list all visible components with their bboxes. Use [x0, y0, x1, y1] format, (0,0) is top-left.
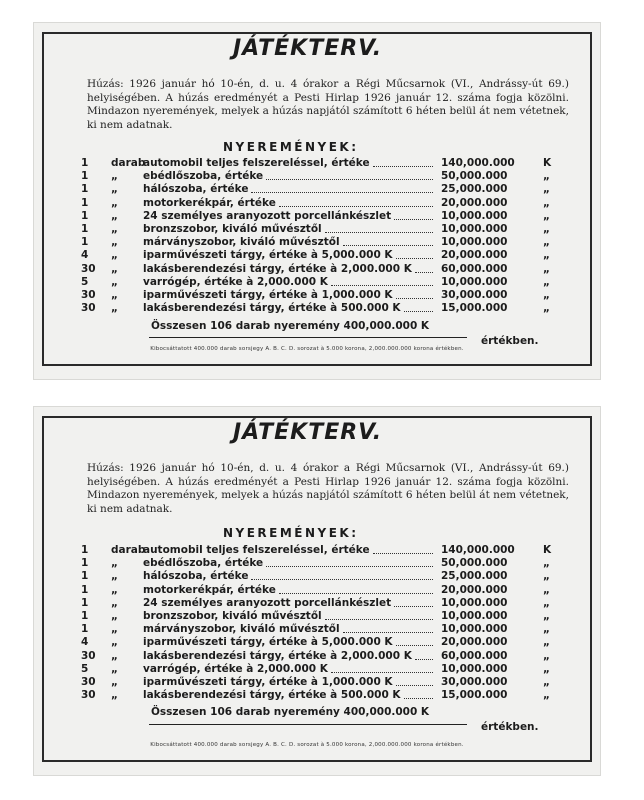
prize-item: hálószoba, értéke	[143, 183, 249, 196]
dotted-leader	[394, 210, 433, 220]
dotted-leader	[266, 170, 433, 180]
intro-text: Húzás: 1926 január hó 10-én, d. u. 4 órakor a Régi Műcsarnok (VI., Andrássy-út 69.) helyiségében. A húzás eredményét a Pesti Hirlap 1926 január 12. száma fogja közölni. Mindazon nyeremények, melyek a húzás napjától számított 6 héten belül át nem vétetnek, ki nem adatnak.	[87, 462, 569, 515]
prize-mark: „	[543, 623, 550, 636]
prize-row	[81, 584, 581, 597]
prize-row	[81, 650, 581, 663]
prize-row	[81, 544, 581, 557]
prize-mark: „	[543, 636, 550, 649]
prize-item: automobil teljes felszereléssel, értéke	[143, 544, 370, 556]
ticket-bottom	[33, 406, 601, 776]
prize-row	[81, 157, 581, 170]
prize-item: lakásberendezési tárgy, értéke à 2,000.000 K	[143, 262, 412, 275]
prize-mark: „	[543, 583, 550, 596]
prize-item: márványszobor, kiváló művésztől	[143, 623, 340, 636]
prize-mark: „	[543, 609, 550, 622]
prize-qty: 30	[81, 689, 96, 702]
prize-row	[81, 276, 581, 289]
prize-value: 60,000.000	[441, 649, 508, 662]
prize-qty: 1	[81, 583, 89, 596]
prize-value: 10,000.000	[441, 596, 508, 609]
prize-item: lakásberendezési tárgy, értéke à 2,000.000 K	[143, 649, 412, 662]
prize-mark: „	[543, 302, 550, 315]
prize-mark: „	[543, 222, 550, 235]
prize-qty: 5	[81, 662, 89, 675]
prize-value: 50,000.000	[441, 170, 508, 183]
dotted-leader	[325, 610, 433, 620]
prize-mark: „	[543, 196, 550, 209]
total-line: Összesen 106 darab nyeremény 400,000.000 K	[151, 320, 430, 332]
prize-value: 10,000.000	[441, 609, 508, 622]
prize-mark: „	[543, 275, 550, 288]
prize-unit: „	[111, 662, 118, 675]
prize-mark: „	[543, 675, 550, 688]
dotted-leader	[415, 263, 433, 273]
prize-unit: „	[111, 302, 118, 315]
prize-unit: „	[111, 209, 118, 222]
prize-qty: 1	[81, 196, 89, 209]
prize-value: 25,000.000	[441, 570, 508, 583]
page-title: JÁTÉKTERV.	[233, 36, 383, 61]
prize-unit: „	[111, 222, 118, 235]
prize-qty: 4	[81, 636, 89, 649]
prize-item: lakásberendezési tárgy, értéke à 500.000 K	[143, 689, 401, 702]
prize-item: iparművészeti tárgy, értéke à 1,000.000 K	[143, 288, 393, 301]
total-line: Összesen 106 darab nyeremény 400,000.000 K	[151, 706, 430, 718]
dotted-leader	[343, 623, 433, 633]
dotted-leader	[394, 597, 433, 607]
prize-unit: „	[111, 636, 118, 649]
prize-row	[81, 289, 581, 302]
prize-value: 20,000.000	[441, 583, 508, 596]
dotted-leader	[343, 236, 433, 246]
prize-unit: „	[111, 675, 118, 688]
prize-value: 10,000.000	[441, 662, 508, 675]
footer-note: Kibocsáttatott 400.000 darab sorsjegy A. B. C. D. sorozat à 5.000 korona, 2,000.000.000 korona értékben.	[150, 346, 464, 352]
prize-value: 25,000.000	[441, 183, 508, 196]
dotted-leader	[404, 689, 433, 699]
prize-row	[81, 236, 581, 249]
prize-row	[81, 610, 581, 623]
total-divider	[149, 337, 467, 338]
prize-unit: „	[111, 583, 118, 596]
prize-row	[81, 170, 581, 183]
prize-unit: „	[111, 288, 118, 301]
prize-value: 30,000.000	[441, 675, 508, 688]
prize-mark: K	[543, 544, 552, 556]
prize-row	[81, 302, 581, 315]
dotted-leader	[279, 584, 433, 594]
prize-value: 10,000.000	[441, 222, 508, 235]
prize-mark: „	[543, 183, 550, 196]
prize-unit: „	[111, 557, 118, 570]
prize-value: 15,000.000	[441, 689, 508, 702]
prize-unit: „	[111, 236, 118, 249]
prize-unit: „	[111, 649, 118, 662]
dotted-leader	[415, 650, 433, 660]
prize-value: 10,000.000	[441, 275, 508, 288]
prize-unit: „	[111, 623, 118, 636]
prizes-heading: NYEREMÉNYEK:	[223, 140, 359, 154]
prize-value: 10,000.000	[441, 623, 508, 636]
dotted-leader	[251, 183, 433, 193]
prize-qty: 1	[81, 183, 89, 196]
dotted-leader	[266, 557, 433, 567]
dotted-leader	[331, 276, 433, 286]
prize-list	[81, 157, 581, 315]
prize-item: iparművészeti tárgy, értéke à 1,000.000 K	[143, 675, 393, 688]
prize-value: 20,000.000	[441, 636, 508, 649]
prize-qty: 1	[81, 222, 89, 235]
prize-row	[81, 197, 581, 210]
prize-item: automobil teljes felszereléssel, értéke	[143, 157, 370, 169]
prize-qty: 5	[81, 275, 89, 288]
footer-note: Kibocsáttatott 400.000 darab sorsjegy A. B. C. D. sorozat à 5.000 korona, 2,000.000.000 korona értékben.	[150, 742, 464, 748]
prize-item: 24 személyes aranyozott porcellánkészlet	[143, 596, 392, 609]
dotted-leader	[279, 197, 433, 207]
prize-unit: „	[111, 249, 118, 262]
prize-mark: „	[543, 209, 550, 222]
page-title: JÁTÉKTERV.	[233, 420, 383, 445]
prize-mark: „	[543, 596, 550, 609]
prize-item: iparművészeti tárgy, értéke à 5,000.000 K	[143, 249, 393, 262]
prize-item: ebédlőszoba, értéke	[143, 557, 264, 570]
prize-unit: „	[111, 183, 118, 196]
prize-qty: 1	[81, 609, 89, 622]
prize-row	[81, 663, 581, 676]
prize-qty: 4	[81, 249, 89, 262]
prize-qty: 30	[81, 288, 96, 301]
dotted-leader	[396, 636, 433, 646]
prize-item: varrógép, értéke à 2,000.000 K	[143, 662, 328, 675]
prize-qty: 1	[81, 157, 89, 169]
dotted-leader	[251, 570, 433, 580]
dotted-leader	[396, 289, 433, 299]
prize-qty: 30	[81, 302, 96, 315]
prize-value: 10,000.000	[441, 236, 508, 249]
dotted-leader	[396, 676, 433, 686]
prize-row	[81, 623, 581, 636]
prize-item: hálószoba, értéke	[143, 570, 249, 583]
dotted-leader	[404, 302, 433, 312]
prize-item: 24 személyes aranyozott porcellánkészlet	[143, 209, 392, 222]
prize-unit: „	[111, 275, 118, 288]
prize-row	[81, 183, 581, 196]
dotted-leader	[396, 249, 433, 259]
prize-mark: „	[543, 649, 550, 662]
prize-item: márványszobor, kiváló művésztől	[143, 236, 340, 249]
prize-qty: 30	[81, 649, 96, 662]
prize-qty: 1	[81, 596, 89, 609]
prize-mark: K	[543, 157, 552, 169]
dotted-leader	[331, 663, 433, 673]
prize-qty: 1	[81, 557, 89, 570]
prize-unit: „	[111, 570, 118, 583]
prize-qty: 1	[81, 209, 89, 222]
prize-row	[81, 249, 581, 262]
dotted-leader	[325, 223, 433, 233]
prize-value: 50,000.000	[441, 557, 508, 570]
prize-value: 140,000.000	[441, 544, 515, 556]
prize-value: 15,000.000	[441, 302, 508, 315]
prize-value: 20,000.000	[441, 249, 508, 262]
prize-unit: „	[111, 609, 118, 622]
prize-qty: 30	[81, 675, 96, 688]
prize-row	[81, 263, 581, 276]
prize-value: 60,000.000	[441, 262, 508, 275]
prize-qty: 1	[81, 170, 89, 183]
prize-qty: 1	[81, 570, 89, 583]
prize-row	[81, 597, 581, 610]
prize-row	[81, 636, 581, 649]
prize-unit: „	[111, 689, 118, 702]
prize-row	[81, 570, 581, 583]
prize-mark: „	[543, 662, 550, 675]
prize-qty: 30	[81, 262, 96, 275]
prize-mark: „	[543, 262, 550, 275]
prize-item: bronzszobor, kiváló művésztől	[143, 609, 322, 622]
prize-unit: „	[111, 596, 118, 609]
prize-item: iparművészeti tárgy, értéke à 5,000.000 K	[143, 636, 393, 649]
prize-item: motorkerékpár, értéke	[143, 196, 276, 209]
prize-mark: „	[543, 689, 550, 702]
prize-row	[81, 223, 581, 236]
prize-mark: „	[543, 557, 550, 570]
prize-value: 30,000.000	[441, 288, 508, 301]
total-suffix: értékben.	[481, 335, 539, 347]
prize-qty: 1	[81, 623, 89, 636]
prize-unit: „	[111, 170, 118, 183]
prize-mark: „	[543, 236, 550, 249]
ticket-top	[33, 22, 601, 380]
prizes-heading: NYEREMÉNYEK:	[223, 526, 359, 540]
dotted-leader	[373, 544, 433, 554]
prize-row	[81, 676, 581, 689]
prize-item: lakásberendezési tárgy, értéke à 500.000 K	[143, 302, 401, 315]
prize-list	[81, 544, 581, 702]
prize-mark: „	[543, 249, 550, 262]
prize-qty: 1	[81, 544, 89, 556]
prize-value: 20,000.000	[441, 196, 508, 209]
prize-mark: „	[543, 170, 550, 183]
prize-item: bronzszobor, kiváló művésztől	[143, 222, 322, 235]
total-divider	[149, 724, 467, 725]
dotted-leader	[373, 157, 433, 167]
prize-qty: 1	[81, 236, 89, 249]
prize-row	[81, 210, 581, 223]
prize-unit: darab	[111, 157, 146, 169]
prize-mark: „	[543, 570, 550, 583]
prize-unit: darab	[111, 544, 146, 556]
prize-unit: „	[111, 262, 118, 275]
prize-item: ebédlőszoba, értéke	[143, 170, 264, 183]
prize-row	[81, 557, 581, 570]
prize-unit: „	[111, 196, 118, 209]
prize-item: varrógép, értéke à 2,000.000 K	[143, 275, 328, 288]
intro-text: Húzás: 1926 január hó 10-én, d. u. 4 órakor a Régi Műcsarnok (VI., Andrássy-út 69.) helyiségében. A húzás eredményét a Pesti Hirlap 1926 január 12. száma fogja közölni. Mindazon nyeremények, melyek a húzás napjától számított 6 héten belül át nem vétetnek, ki nem adatnak.	[87, 78, 569, 131]
prize-item: motorkerékpár, értéke	[143, 583, 276, 596]
prize-value: 10,000.000	[441, 209, 508, 222]
prize-mark: „	[543, 288, 550, 301]
prize-value: 140,000.000	[441, 157, 515, 169]
total-suffix: értékben.	[481, 721, 539, 733]
prize-row	[81, 689, 581, 702]
